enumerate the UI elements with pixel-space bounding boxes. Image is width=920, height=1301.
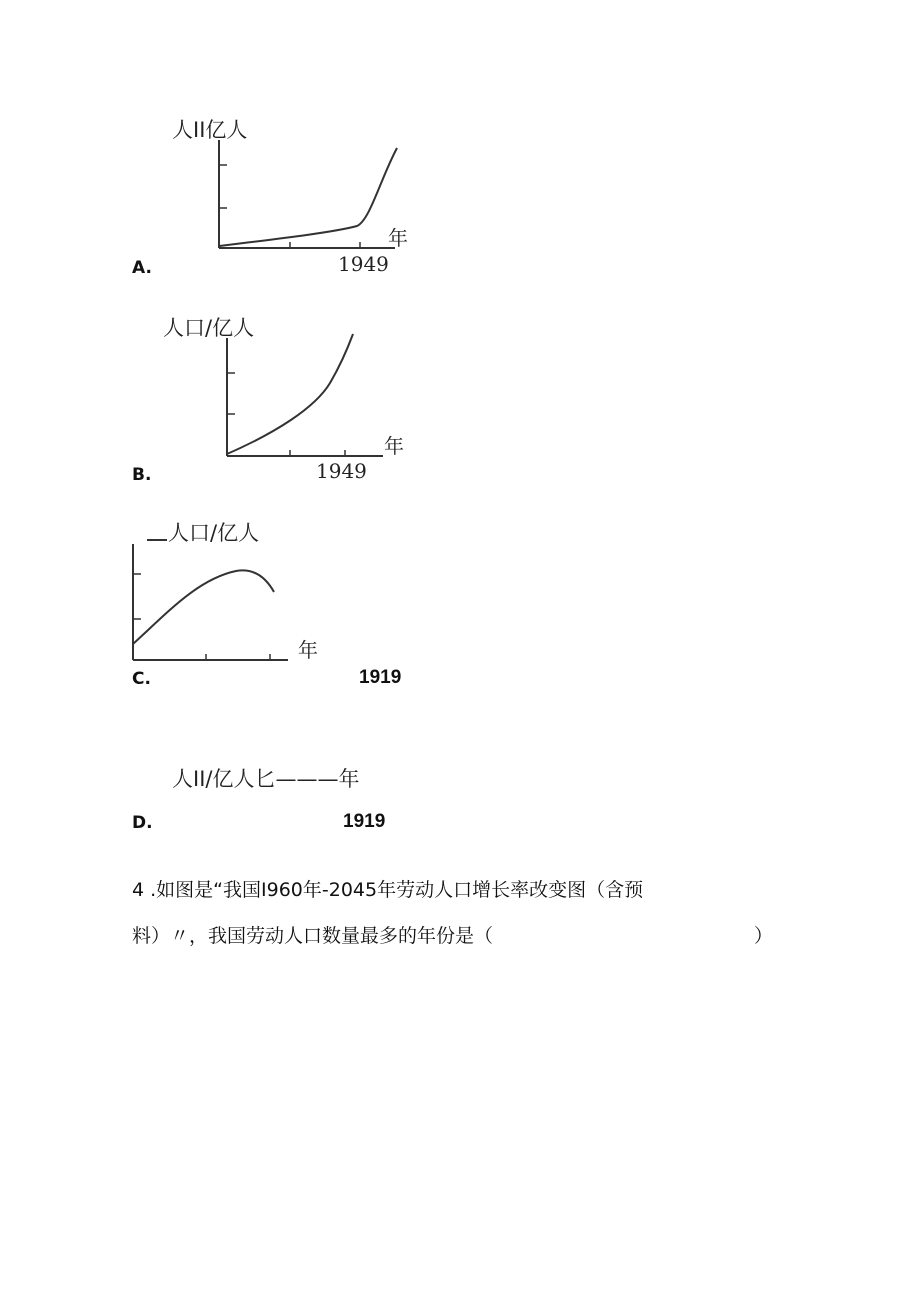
option-a-x-unit: 年 bbox=[388, 226, 408, 250]
option-c-y-axis-label: 人口/亿人 bbox=[168, 521, 260, 545]
option-d-axis-text: 人II/亿人匕———年 bbox=[172, 767, 360, 791]
option-a-letter: A. bbox=[132, 258, 152, 278]
option-d-letter: D. bbox=[132, 813, 153, 833]
option-c-year: 1919 bbox=[359, 667, 402, 688]
option-b-x-unit: 年 bbox=[384, 434, 404, 458]
option-c-letter: C. bbox=[132, 669, 151, 689]
option-b-graph bbox=[215, 338, 405, 463]
option-c-dash bbox=[147, 539, 167, 541]
option-d-year: 1919 bbox=[343, 811, 386, 832]
question-4-line-1: 4 .如图是“我国I960年-2045年劳动人口增长率改变图（含预 bbox=[132, 879, 644, 901]
option-b-x-tick: 1949 bbox=[316, 459, 367, 483]
option-c-x-unit: 年 bbox=[298, 638, 318, 662]
option-a-x-tick: 1949 bbox=[338, 252, 389, 276]
question-4-close-paren: ） bbox=[754, 925, 774, 947]
option-b-y-axis-label: 人口/亿人 bbox=[163, 316, 255, 340]
question-4-line-2: 料）〃，我国劳动人口数量最多的年份是（ bbox=[132, 925, 494, 947]
option-b-letter: B. bbox=[132, 465, 152, 485]
option-a-graph bbox=[205, 140, 405, 255]
option-a-y-axis-label: 人II亿人 bbox=[172, 118, 248, 142]
